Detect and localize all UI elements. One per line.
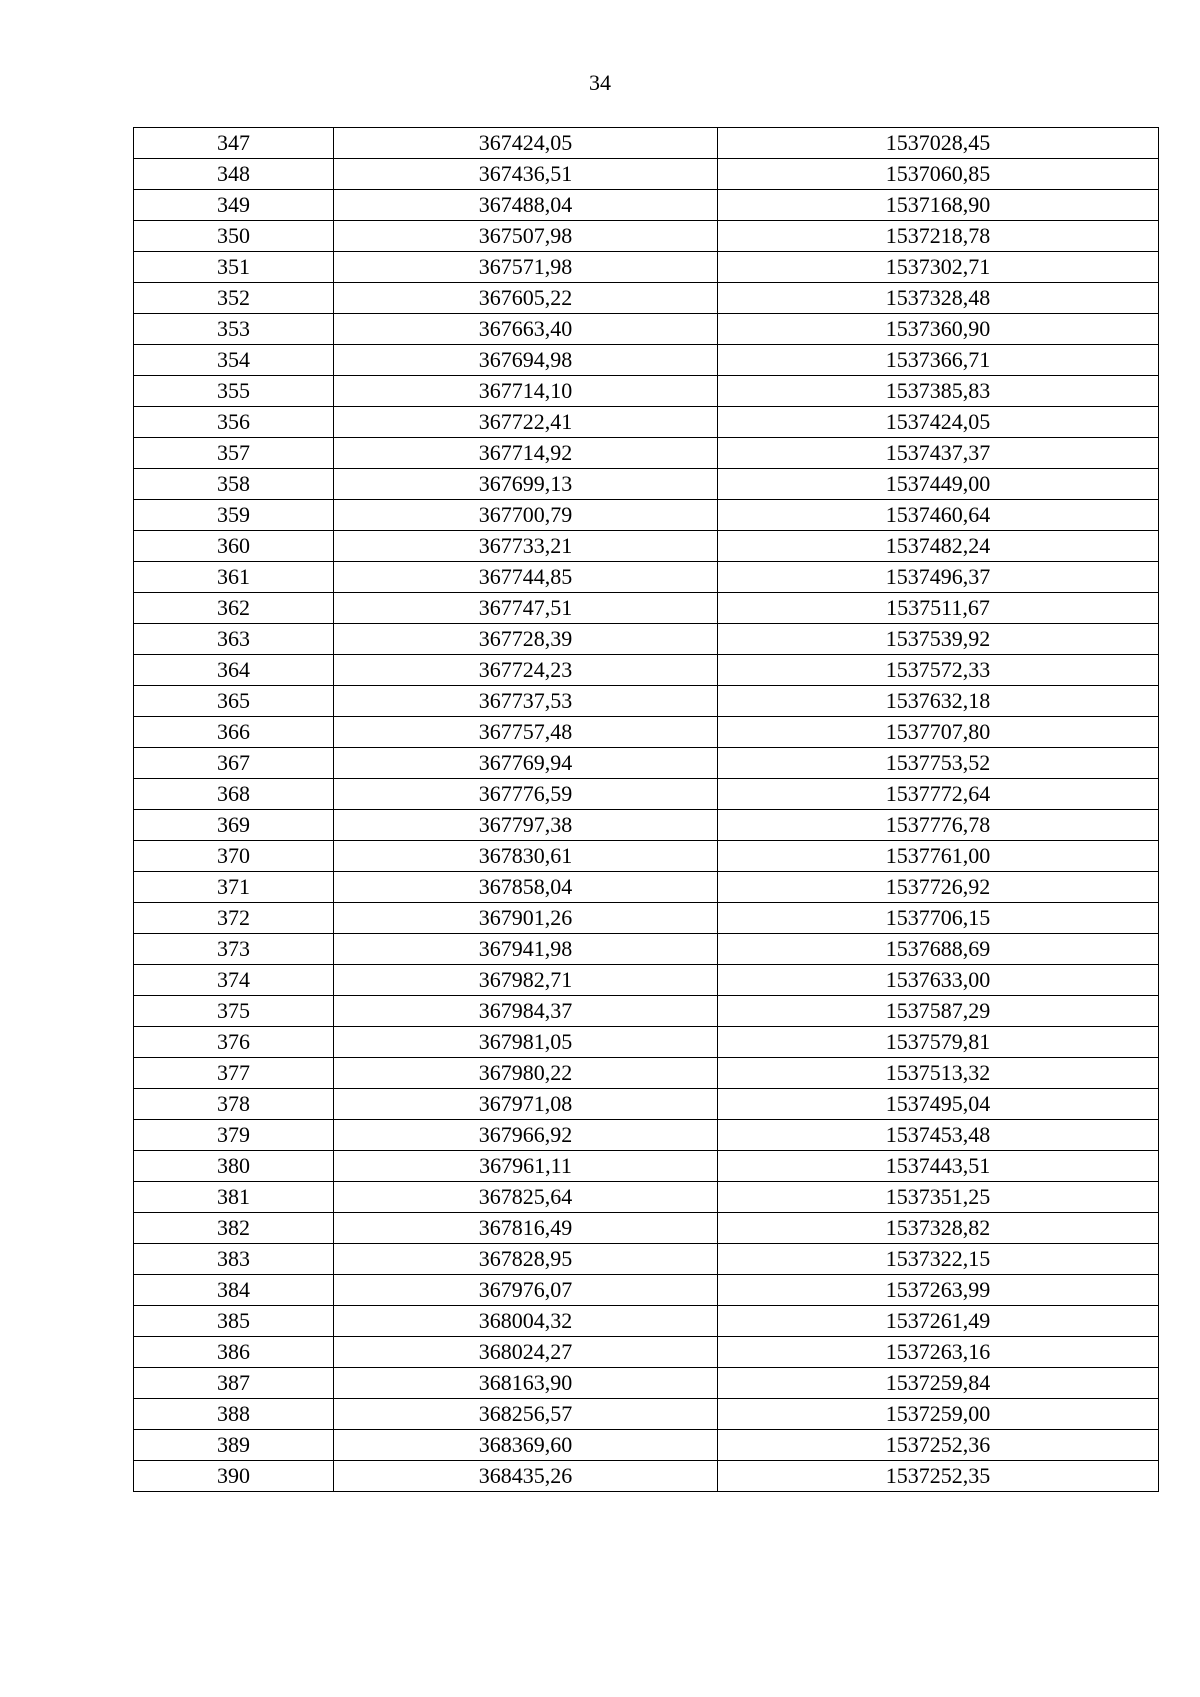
x-coordinate-cell: 367982,71 xyxy=(334,965,718,996)
table-row xyxy=(134,531,1159,562)
x-coordinate-cell: 367744,85 xyxy=(334,562,718,593)
y-coordinate-cell: 1537579,81 xyxy=(718,1027,1159,1058)
x-coordinate-cell: 368256,57 xyxy=(334,1399,718,1430)
y-coordinate-cell: 1537328,48 xyxy=(718,283,1159,314)
y-coordinate-cell: 1537513,32 xyxy=(718,1058,1159,1089)
y-coordinate-cell: 1537496,37 xyxy=(718,562,1159,593)
y-coordinate-cell: 1537761,00 xyxy=(718,841,1159,872)
table-row xyxy=(134,1151,1159,1182)
y-coordinate-cell: 1537753,52 xyxy=(718,748,1159,779)
point-number-cell: 379 xyxy=(134,1120,334,1151)
table-row xyxy=(134,562,1159,593)
x-coordinate-cell: 367757,48 xyxy=(334,717,718,748)
point-number-cell: 377 xyxy=(134,1058,334,1089)
y-coordinate-cell: 1537302,71 xyxy=(718,252,1159,283)
x-coordinate-cell: 367858,04 xyxy=(334,872,718,903)
x-coordinate-cell: 368435,26 xyxy=(334,1461,718,1492)
y-coordinate-cell: 1537460,64 xyxy=(718,500,1159,531)
y-coordinate-cell: 1537259,00 xyxy=(718,1399,1159,1430)
x-coordinate-cell: 367941,98 xyxy=(334,934,718,965)
table-row xyxy=(134,469,1159,500)
y-coordinate-cell: 1537453,48 xyxy=(718,1120,1159,1151)
x-coordinate-cell: 367797,38 xyxy=(334,810,718,841)
x-coordinate-cell: 367724,23 xyxy=(334,655,718,686)
table-row xyxy=(134,221,1159,252)
point-number-cell: 389 xyxy=(134,1430,334,1461)
point-number-cell: 371 xyxy=(134,872,334,903)
table-row xyxy=(134,872,1159,903)
x-coordinate-cell: 367507,98 xyxy=(334,221,718,252)
x-coordinate-cell: 368024,27 xyxy=(334,1337,718,1368)
y-coordinate-cell: 1537495,04 xyxy=(718,1089,1159,1120)
point-number-cell: 361 xyxy=(134,562,334,593)
table-row xyxy=(134,252,1159,283)
x-coordinate-cell: 368163,90 xyxy=(334,1368,718,1399)
point-number-cell: 376 xyxy=(134,1027,334,1058)
point-number-cell: 382 xyxy=(134,1213,334,1244)
y-coordinate-cell: 1537539,92 xyxy=(718,624,1159,655)
point-number-cell: 375 xyxy=(134,996,334,1027)
x-coordinate-cell: 368369,60 xyxy=(334,1430,718,1461)
table-row xyxy=(134,1275,1159,1306)
table-row xyxy=(134,190,1159,221)
point-number-cell: 365 xyxy=(134,686,334,717)
y-coordinate-cell: 1537366,71 xyxy=(718,345,1159,376)
y-coordinate-cell: 1537482,24 xyxy=(718,531,1159,562)
y-coordinate-cell: 1537263,99 xyxy=(718,1275,1159,1306)
table-row xyxy=(134,1306,1159,1337)
x-coordinate-cell: 367828,95 xyxy=(334,1244,718,1275)
y-coordinate-cell: 1537726,92 xyxy=(718,872,1159,903)
x-coordinate-cell: 367728,39 xyxy=(334,624,718,655)
x-coordinate-cell: 367901,26 xyxy=(334,903,718,934)
point-number-cell: 381 xyxy=(134,1182,334,1213)
x-coordinate-cell: 368004,32 xyxy=(334,1306,718,1337)
point-number-cell: 348 xyxy=(134,159,334,190)
x-coordinate-cell: 367436,51 xyxy=(334,159,718,190)
x-coordinate-cell: 367571,98 xyxy=(334,252,718,283)
y-coordinate-cell: 1537633,00 xyxy=(718,965,1159,996)
x-coordinate-cell: 367663,40 xyxy=(334,314,718,345)
x-coordinate-cell: 367733,21 xyxy=(334,531,718,562)
x-coordinate-cell: 367694,98 xyxy=(334,345,718,376)
table-row xyxy=(134,1120,1159,1151)
table-row xyxy=(134,1461,1159,1492)
y-coordinate-cell: 1537511,67 xyxy=(718,593,1159,624)
point-number-cell: 384 xyxy=(134,1275,334,1306)
x-coordinate-cell: 367714,92 xyxy=(334,438,718,469)
x-coordinate-cell: 367737,53 xyxy=(334,686,718,717)
y-coordinate-cell: 1537261,49 xyxy=(718,1306,1159,1337)
point-number-cell: 373 xyxy=(134,934,334,965)
point-number-cell: 369 xyxy=(134,810,334,841)
y-coordinate-cell: 1537028,45 xyxy=(718,128,1159,159)
y-coordinate-cell: 1537688,69 xyxy=(718,934,1159,965)
point-number-cell: 390 xyxy=(134,1461,334,1492)
table-row xyxy=(134,810,1159,841)
table-row xyxy=(134,1368,1159,1399)
x-coordinate-cell: 367699,13 xyxy=(334,469,718,500)
page-number: 34 xyxy=(589,70,611,95)
table-row xyxy=(134,841,1159,872)
x-coordinate-cell: 367971,08 xyxy=(334,1089,718,1120)
table-row xyxy=(134,655,1159,686)
y-coordinate-cell: 1537587,29 xyxy=(718,996,1159,1027)
point-number-cell: 359 xyxy=(134,500,334,531)
point-number-cell: 353 xyxy=(134,314,334,345)
point-number-cell: 372 xyxy=(134,903,334,934)
table-row xyxy=(134,779,1159,810)
point-number-cell: 383 xyxy=(134,1244,334,1275)
point-number-cell: 364 xyxy=(134,655,334,686)
table-row xyxy=(134,1399,1159,1430)
table-row xyxy=(134,438,1159,469)
x-coordinate-cell: 367605,22 xyxy=(334,283,718,314)
coordinates-table-body xyxy=(134,128,1159,1492)
y-coordinate-cell: 1537360,90 xyxy=(718,314,1159,345)
y-coordinate-cell: 1537449,00 xyxy=(718,469,1159,500)
point-number-cell: 356 xyxy=(134,407,334,438)
table-row xyxy=(134,314,1159,345)
y-coordinate-cell: 1537322,15 xyxy=(718,1244,1159,1275)
y-coordinate-cell: 1537263,16 xyxy=(718,1337,1159,1368)
point-number-cell: 368 xyxy=(134,779,334,810)
point-number-cell: 370 xyxy=(134,841,334,872)
y-coordinate-cell: 1537706,15 xyxy=(718,903,1159,934)
point-number-cell: 354 xyxy=(134,345,334,376)
y-coordinate-cell: 1537328,82 xyxy=(718,1213,1159,1244)
point-number-cell: 385 xyxy=(134,1306,334,1337)
x-coordinate-cell: 367980,22 xyxy=(334,1058,718,1089)
point-number-cell: 386 xyxy=(134,1337,334,1368)
point-number-cell: 366 xyxy=(134,717,334,748)
table-row xyxy=(134,283,1159,314)
point-number-cell: 367 xyxy=(134,748,334,779)
table-row xyxy=(134,128,1159,159)
table-row xyxy=(134,717,1159,748)
y-coordinate-cell: 1537259,84 xyxy=(718,1368,1159,1399)
x-coordinate-cell: 367976,07 xyxy=(334,1275,718,1306)
point-number-cell: 374 xyxy=(134,965,334,996)
table-row xyxy=(134,500,1159,531)
coordinates-table xyxy=(133,127,1159,1492)
x-coordinate-cell: 367424,05 xyxy=(334,128,718,159)
y-coordinate-cell: 1537707,80 xyxy=(718,717,1159,748)
x-coordinate-cell: 367825,64 xyxy=(334,1182,718,1213)
point-number-cell: 380 xyxy=(134,1151,334,1182)
table-row xyxy=(134,593,1159,624)
y-coordinate-cell: 1537252,35 xyxy=(718,1461,1159,1492)
table-row xyxy=(134,1337,1159,1368)
table-row xyxy=(134,624,1159,655)
table-row xyxy=(134,1027,1159,1058)
point-number-cell: 357 xyxy=(134,438,334,469)
x-coordinate-cell: 367700,79 xyxy=(334,500,718,531)
table-row xyxy=(134,1213,1159,1244)
table-row xyxy=(134,748,1159,779)
point-number-cell: 349 xyxy=(134,190,334,221)
x-coordinate-cell: 367769,94 xyxy=(334,748,718,779)
y-coordinate-cell: 1537772,64 xyxy=(718,779,1159,810)
x-coordinate-cell: 367830,61 xyxy=(334,841,718,872)
table-row xyxy=(134,1089,1159,1120)
point-number-cell: 360 xyxy=(134,531,334,562)
y-coordinate-cell: 1537443,51 xyxy=(718,1151,1159,1182)
table-row xyxy=(134,1182,1159,1213)
y-coordinate-cell: 1537632,18 xyxy=(718,686,1159,717)
x-coordinate-cell: 367722,41 xyxy=(334,407,718,438)
point-number-cell: 352 xyxy=(134,283,334,314)
y-coordinate-cell: 1537060,85 xyxy=(718,159,1159,190)
x-coordinate-cell: 367776,59 xyxy=(334,779,718,810)
y-coordinate-cell: 1537168,90 xyxy=(718,190,1159,221)
x-coordinate-cell: 367966,92 xyxy=(334,1120,718,1151)
y-coordinate-cell: 1537776,78 xyxy=(718,810,1159,841)
x-coordinate-cell: 367981,05 xyxy=(334,1027,718,1058)
x-coordinate-cell: 367714,10 xyxy=(334,376,718,407)
table-row xyxy=(134,407,1159,438)
point-number-cell: 387 xyxy=(134,1368,334,1399)
point-number-cell: 358 xyxy=(134,469,334,500)
table-row xyxy=(134,1430,1159,1461)
point-number-cell: 355 xyxy=(134,376,334,407)
table-row xyxy=(134,903,1159,934)
table-row xyxy=(134,934,1159,965)
y-coordinate-cell: 1537424,05 xyxy=(718,407,1159,438)
x-coordinate-cell: 367961,11 xyxy=(334,1151,718,1182)
table-row xyxy=(134,345,1159,376)
point-number-cell: 362 xyxy=(134,593,334,624)
table-row xyxy=(134,1244,1159,1275)
y-coordinate-cell: 1537572,33 xyxy=(718,655,1159,686)
point-number-cell: 351 xyxy=(134,252,334,283)
table-row xyxy=(134,965,1159,996)
point-number-cell: 388 xyxy=(134,1399,334,1430)
x-coordinate-cell: 367488,04 xyxy=(334,190,718,221)
table-row xyxy=(134,996,1159,1027)
x-coordinate-cell: 367984,37 xyxy=(334,996,718,1027)
y-coordinate-cell: 1537351,25 xyxy=(718,1182,1159,1213)
y-coordinate-cell: 1537385,83 xyxy=(718,376,1159,407)
point-number-cell: 363 xyxy=(134,624,334,655)
table-row xyxy=(134,376,1159,407)
y-coordinate-cell: 1537437,37 xyxy=(718,438,1159,469)
y-coordinate-cell: 1537252,36 xyxy=(718,1430,1159,1461)
x-coordinate-cell: 367816,49 xyxy=(334,1213,718,1244)
table-row xyxy=(134,159,1159,190)
point-number-cell: 347 xyxy=(134,128,334,159)
table-row xyxy=(134,1058,1159,1089)
point-number-cell: 378 xyxy=(134,1089,334,1120)
point-number-cell: 350 xyxy=(134,221,334,252)
y-coordinate-cell: 1537218,78 xyxy=(718,221,1159,252)
x-coordinate-cell: 367747,51 xyxy=(334,593,718,624)
table-row xyxy=(134,686,1159,717)
